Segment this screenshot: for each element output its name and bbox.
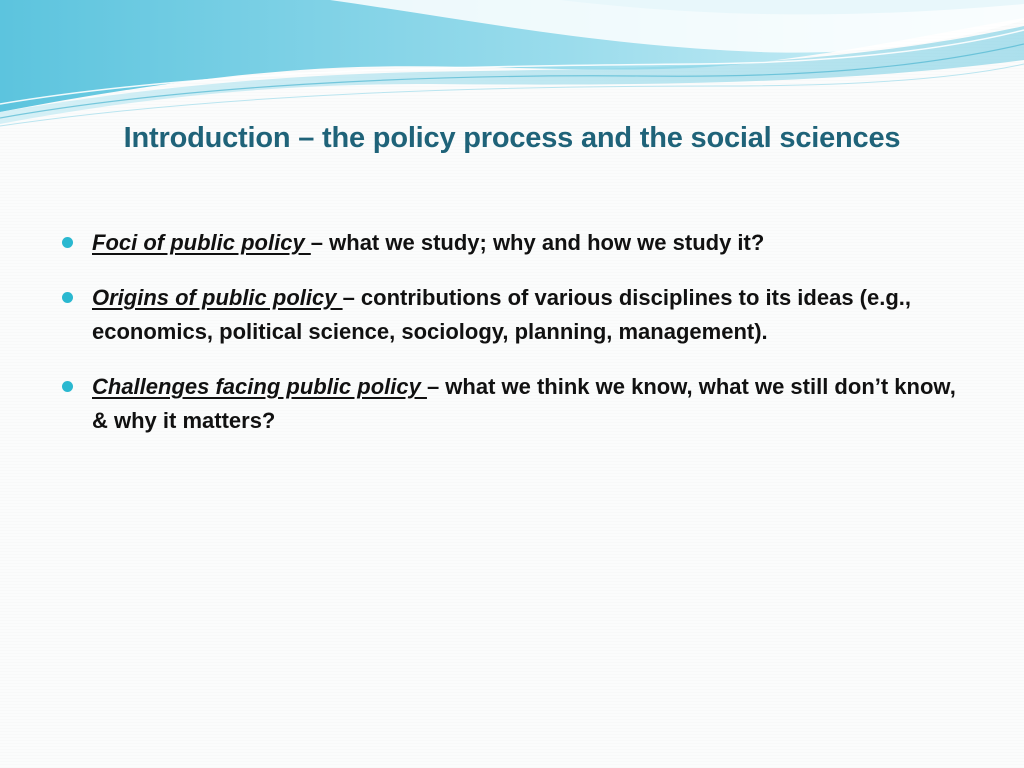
- bullet-dot-icon: [62, 237, 73, 248]
- bullet-list: [62, 226, 962, 459]
- bullet-item-origins: [62, 281, 962, 349]
- bullet-dot-icon: [62, 292, 73, 303]
- bullet-text: – what we study; why and how we study it?: [310, 230, 765, 255]
- bullet-text: – what we think we know, what we still don’t know, & why it matters?: [92, 374, 956, 433]
- bullet-text: – contributions of various disciplines to its ideas (e.g., economics, political science, sociology, planning, management).: [92, 285, 912, 344]
- decorative-wave-header: [0, 0, 1024, 130]
- bullet-item-challenges: [62, 370, 962, 438]
- slide-title: Introduction – the policy process and the social sciences: [123, 122, 901, 154]
- bullet-item-foci: [62, 226, 962, 260]
- bullet-term: Challenges facing public policy: [92, 374, 427, 399]
- bullet-term: Foci of public policy: [92, 230, 311, 255]
- bullet-dot-icon: [62, 381, 73, 392]
- bullet-term: Origins of public policy: [92, 285, 343, 310]
